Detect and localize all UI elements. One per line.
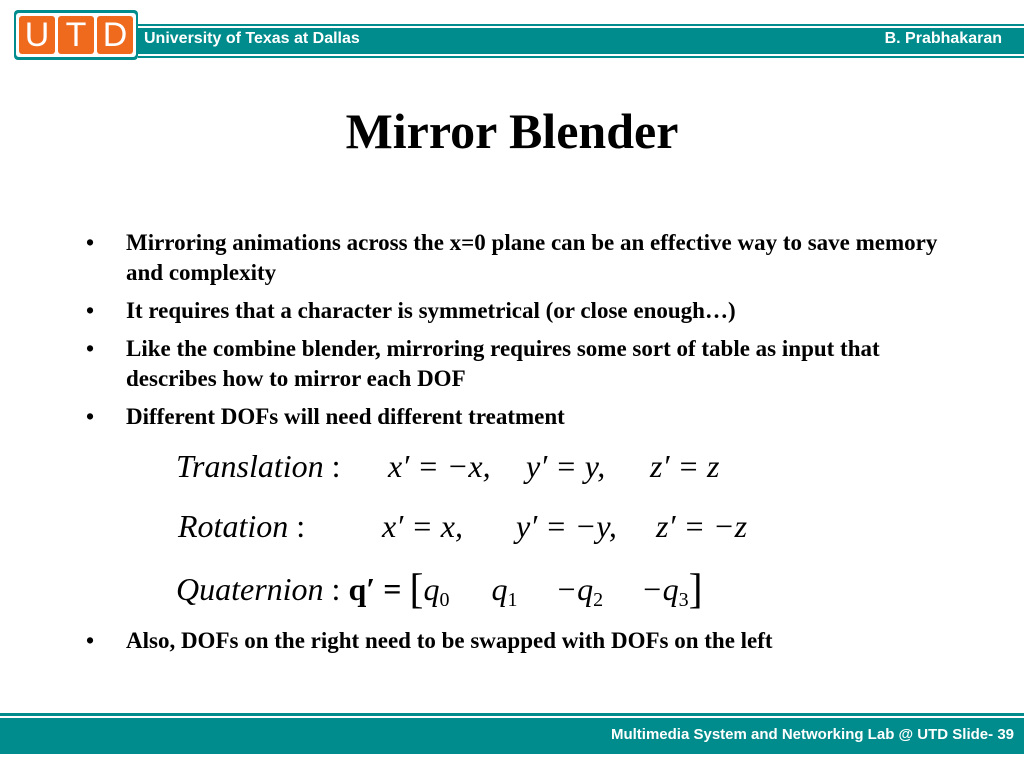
quaternion-equation: Quaternion : $q' = [q_0$ $q_1 -q_2 -q_3$]	[176, 567, 703, 613]
bullet-item: • Different DOFs will need different treatment	[82, 402, 952, 432]
translation-x	[388, 448, 491, 485]
translation-label: Translation	[176, 448, 324, 484]
quaternion-label: Quaternion	[176, 571, 324, 607]
logo-letter-u: U	[19, 16, 55, 54]
quaternion-subscript: 1	[507, 589, 518, 611]
logo-letter-t: T	[58, 16, 94, 54]
translation-z-text: z′ = z	[650, 448, 720, 484]
rotation-label: Rotation	[178, 508, 289, 544]
utd-logo	[14, 10, 138, 60]
quaternion-subscript: 0	[439, 589, 450, 611]
rotation-x-text: x′ = x,	[382, 508, 463, 544]
rotation-z	[656, 508, 747, 545]
quaternion-subscript: 2	[593, 589, 604, 611]
bullet-item: • Also, DOFs on the right need to be swapped with DOFs on the left	[82, 626, 952, 656]
bullet-item: • Like the combine blender, mirroring requires some sort of table as input that describes how to mirror each DOF	[82, 334, 952, 394]
author-name: B. Prabhakaran	[884, 30, 1002, 47]
quaternion-subscript: 3	[678, 589, 689, 611]
footer-bar	[0, 716, 1024, 754]
slide-title: Mirror Blender	[345, 103, 679, 159]
bullet-list-final	[82, 626, 952, 664]
logo-letter-d: D	[97, 16, 133, 54]
university-name: University of Texas at Dallas	[144, 30, 360, 47]
bullet-list	[82, 228, 952, 440]
translation-y-text: y′ = y,	[526, 448, 606, 484]
header-bar	[138, 26, 1024, 56]
quaternion-lhs: q′ =	[348, 571, 402, 607]
quaternion-term: q	[423, 571, 440, 607]
translation-z	[650, 448, 720, 485]
rotation-equation-label: Rotation :	[178, 508, 306, 544]
rotation-y	[516, 508, 617, 545]
rotation-y-text: y′ = −y,	[516, 508, 617, 544]
translation-equation-label: Translation :	[176, 448, 341, 484]
quaternion-term: −q	[555, 571, 594, 607]
footer-text: Multimedia System and Networking Lab @ UTD Slide- 39	[610, 726, 1014, 743]
translation-y	[526, 448, 605, 485]
quaternion-term: q	[491, 571, 508, 607]
rotation-z-text: z′ = −z	[656, 508, 748, 544]
translation-x-text: x′ = −x,	[388, 448, 491, 484]
rotation-x	[382, 508, 463, 545]
bullet-item: • It requires that a character is symmetrical (or close enough…)	[82, 296, 952, 326]
bullet-item: • Mirroring animations across the x=0 plane can be an effective way to save memory and complexity	[82, 228, 952, 288]
quaternion-term: −q	[641, 571, 679, 607]
